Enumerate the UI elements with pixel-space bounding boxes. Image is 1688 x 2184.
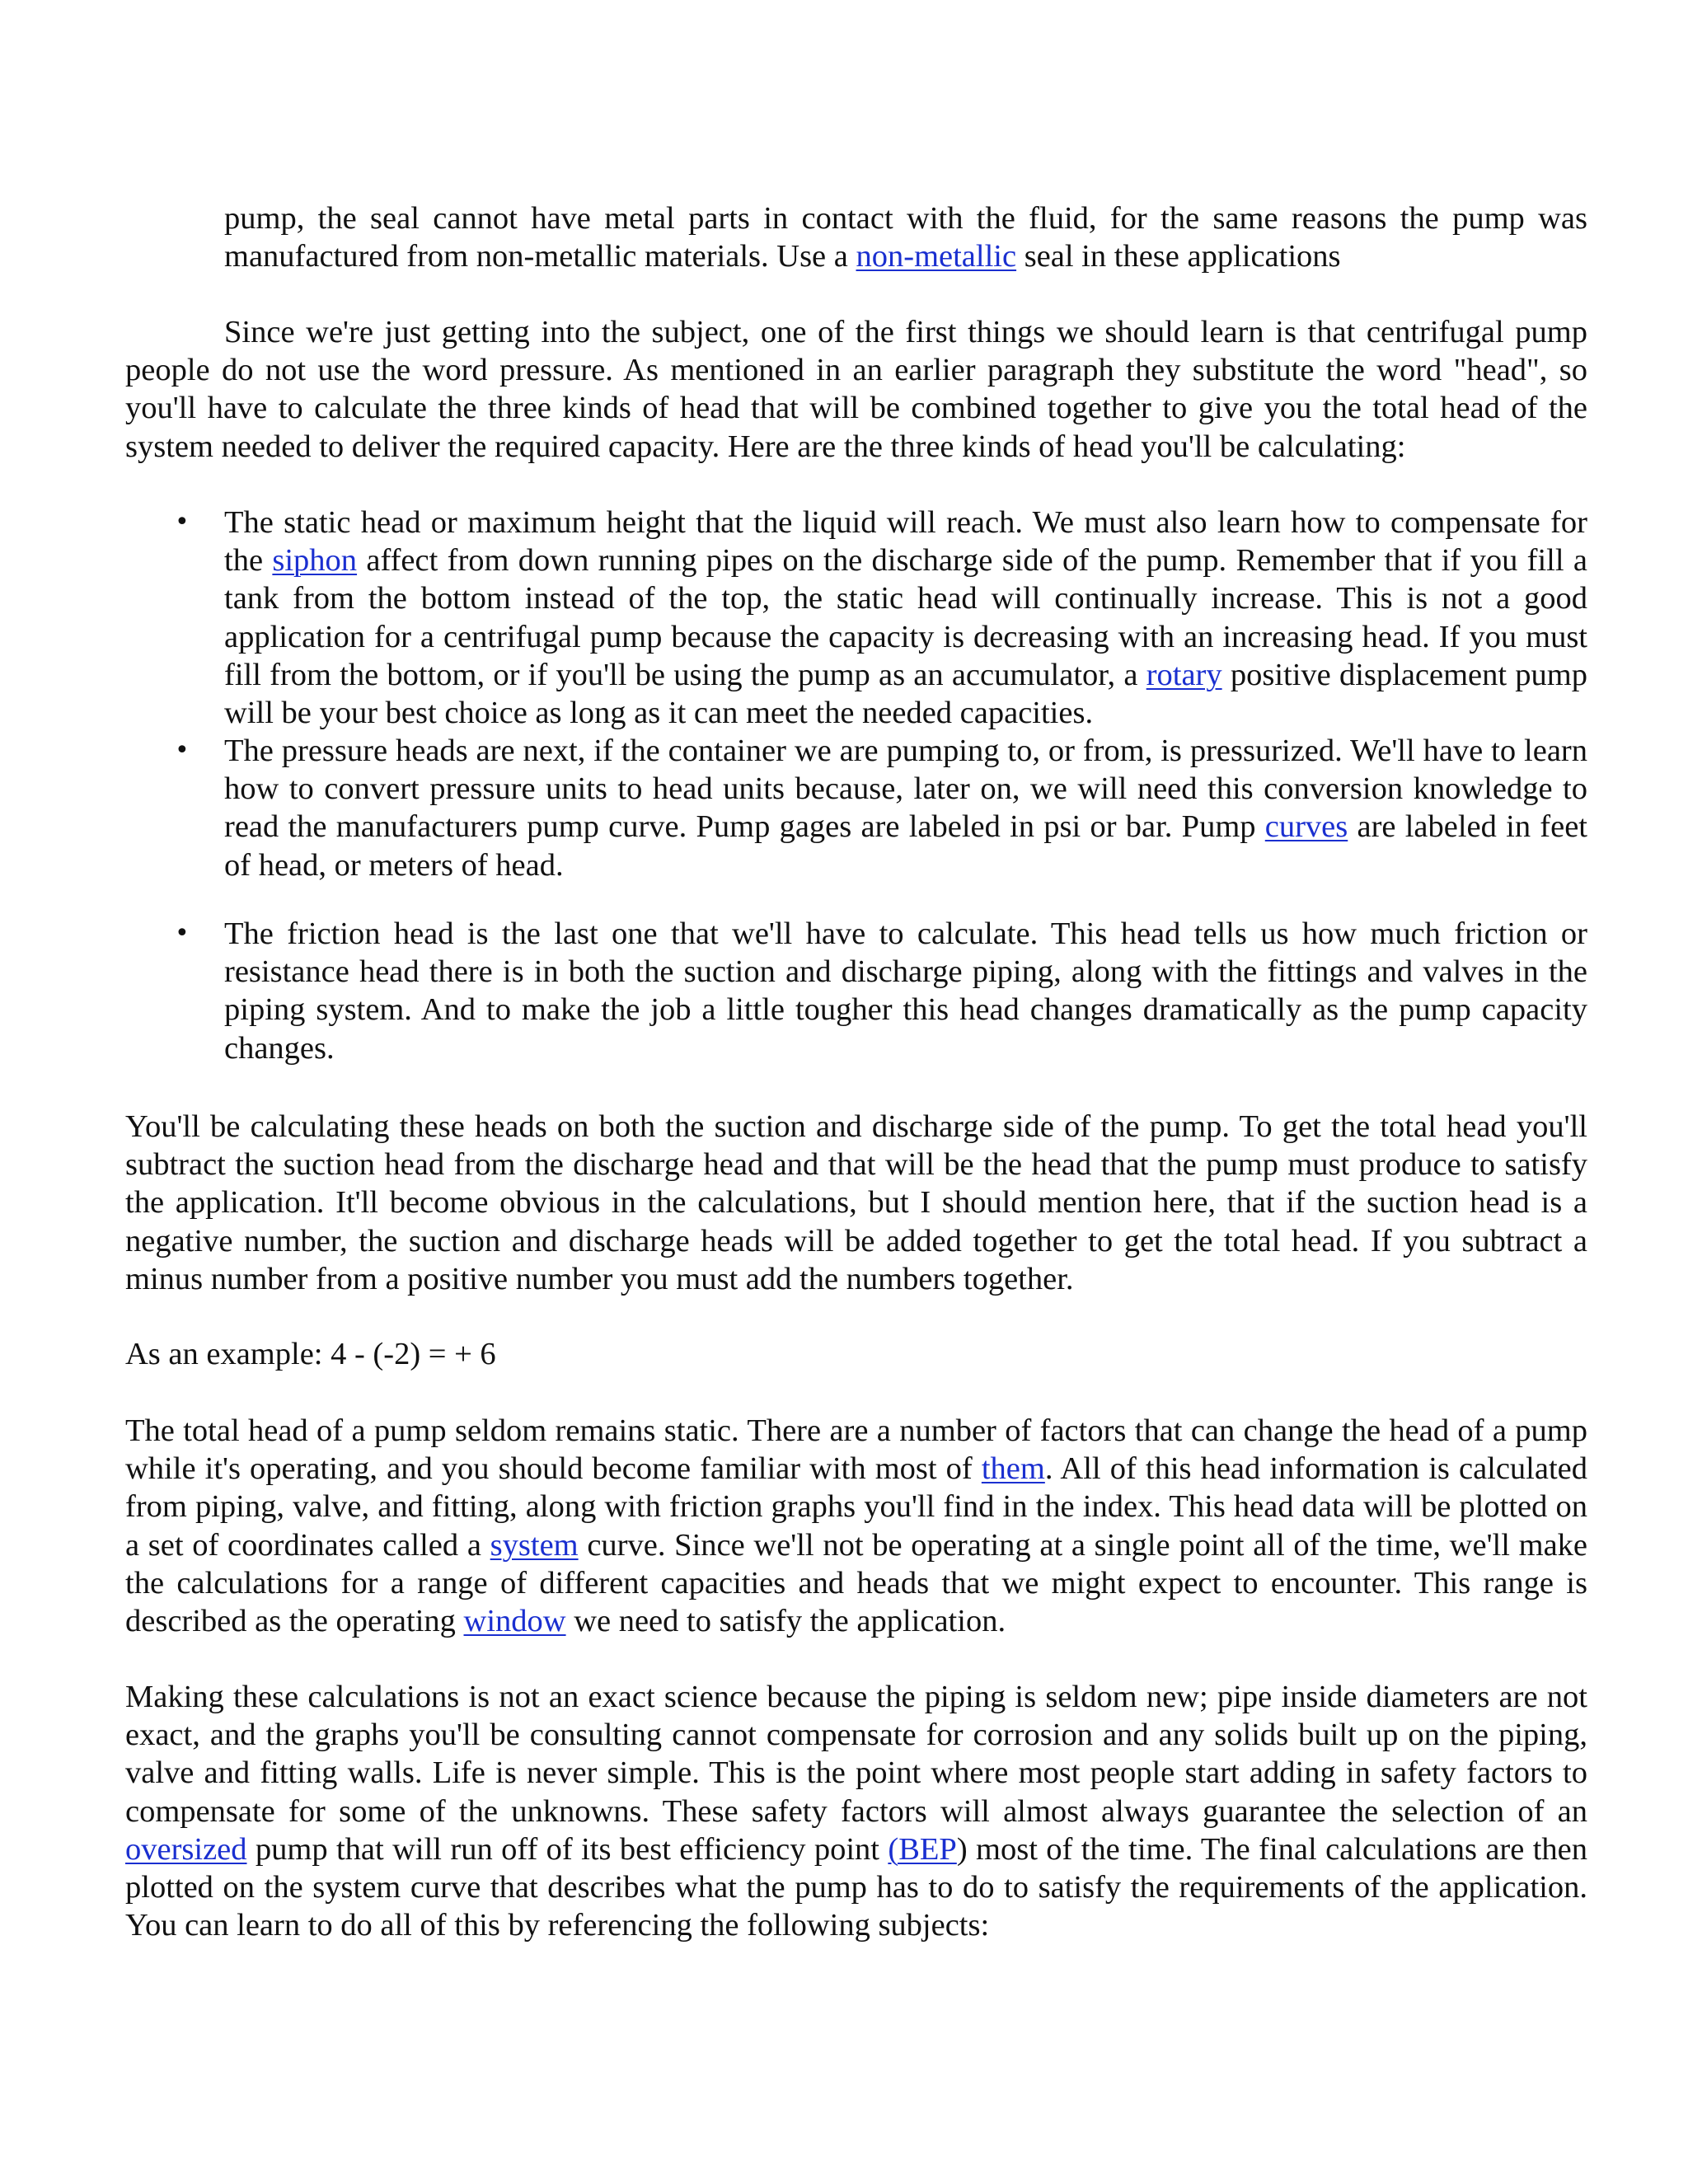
link-them[interactable]: them [981,1451,1045,1487]
text-span: curve. Since we'll not be operating at a single point all of the time, we'll make the calculations for a range of different capacities and heads that we might expect to encounter. This range is described as the operating [125,1527,1587,1639]
list-item-pressure-head [175,732,1587,884]
paragraph-intro: Since we're just getting into the subject, one of the first things we should learn is that centrifugal pump people do not use the word pressure. As mentioned in an earlier paragraph they substitute the word "head", so you'll have to calculate the three kinds of head that will be combined together to give you the total head of the system needed to deliver the required capacity. Here are the three kinds of head you'll be calculating: [125,315,1587,464]
text-span: seal in these applications [1016,239,1341,274]
text-span: pump, the seal cannot have metal parts in contact with the fluid, for the same reasons the pump was manufactured from non-metallic materials. Use a [224,201,1587,274]
link-siphon[interactable]: siphon [272,543,358,579]
paragraph-seal-continued [224,199,1587,275]
paragraph-example: As an example: 4 - (-2) = + 6 [125,1337,496,1371]
bullet-marker: • [175,508,190,537]
text-span: we need to satisfy the application. [565,1604,1006,1639]
list-item-static-head [175,504,1587,732]
text-span: The pressure heads are next, if the container we are pumping to, or from, is pressurized. We'll have to learn how to convert pressure units to head units because, later on, we will need this conversion knowledge to read the manufacturers pump curve. Pump gages are labeled in psi or bar. Pump [224,733,1587,845]
text-span: . All of this head information is calculated from piping, valve, and fitting, along with friction graphs you'll find in the index. This head data will be plotted on a set of coordinates called a [125,1451,1588,1563]
list-item-friction-head [175,915,1587,1067]
link-bep[interactable]: (BEP [888,1831,957,1867]
paragraph-suction-discharge: You'll be calculating these heads on both the suction and discharge side of the pump. To get the total head you'll subtract the suction head from the discharge head and that will be the head that the pump must produce to satisfy the application. It'll become obvious in the calculations, but I should mention here, that if the suction head is a negative number, the suction and discharge heads will be added together to get the total head. If you subtract a minus number from a positive number you must add the numbers together. [125,1109,1587,1296]
text-span: ) most of the time. The final calculations are then plotted on the system curve that describes what the pump has to do to satisfy the requirements of the application. You can learn to do all of this by referencing the following subjects: [125,1831,1587,1943]
link-non-metallic[interactable]: non-metallic [856,239,1017,274]
link-curves[interactable]: curves [1264,809,1348,845]
text-span: positive displacement pump will be your best choice as long as it can meet the needed capacities. [224,657,1587,731]
link-rotary[interactable]: rotary [1146,657,1222,692]
link-system[interactable]: system [490,1527,579,1563]
paragraph-calculations [125,1678,1587,1944]
text-span: The static head or maximum height that the liquid will reach. We must also learn how to compensate for the [224,505,1587,579]
bullet-marker: • [175,736,190,765]
list-item-text [224,732,1587,884]
list-item-text [224,504,1587,732]
link-oversized[interactable]: oversized [125,1831,247,1867]
bullet-marker: • [175,919,190,948]
text-span: pump that will run off of its best efficiency point [246,1831,889,1867]
paragraph-total-head [125,1412,1587,1640]
text-span: Making these calculations is not an exact science because the piping is seldom new; pipe inside diameters are not exact, and the graphs you'll be consulting cannot compensate for corrosion and any solids built up on the piping, valve and fitting walls. Life is never simple. This is the point where most people start adding in safety factors to compensate for some of the unknowns. These safety factors will almost always guarantee the selection of an [125,1680,1587,1829]
list-item-text: The friction head is the last one that we'll have to calculate. This head tells us how much friction or resistance head there is in both the suction and discharge piping, along with the fittings and valves in the piping system. And to make the job a little tougher this head changes dramatically as the pump capacity changes. [224,916,1587,1066]
link-window[interactable]: window [463,1604,566,1639]
text-span: are labeled in feet of head, or meters of head. [224,809,1587,883]
text-span: affect from down running pipes on the discharge side of the pump. Remember that if you fill a tank from the bottom instead of the top, the static head will continually increase. This is not a good application for a centrifugal pump because the capacity is decreasing with an increasing head. If you must fill from the bottom, or if you'll be using the pump as an accumulator, a [224,543,1587,692]
text-span: The total head of a pump seldom remains static. There are a number of factors that can change the head of a pump while it's operating, and you should become familiar with most of [125,1413,1587,1487]
